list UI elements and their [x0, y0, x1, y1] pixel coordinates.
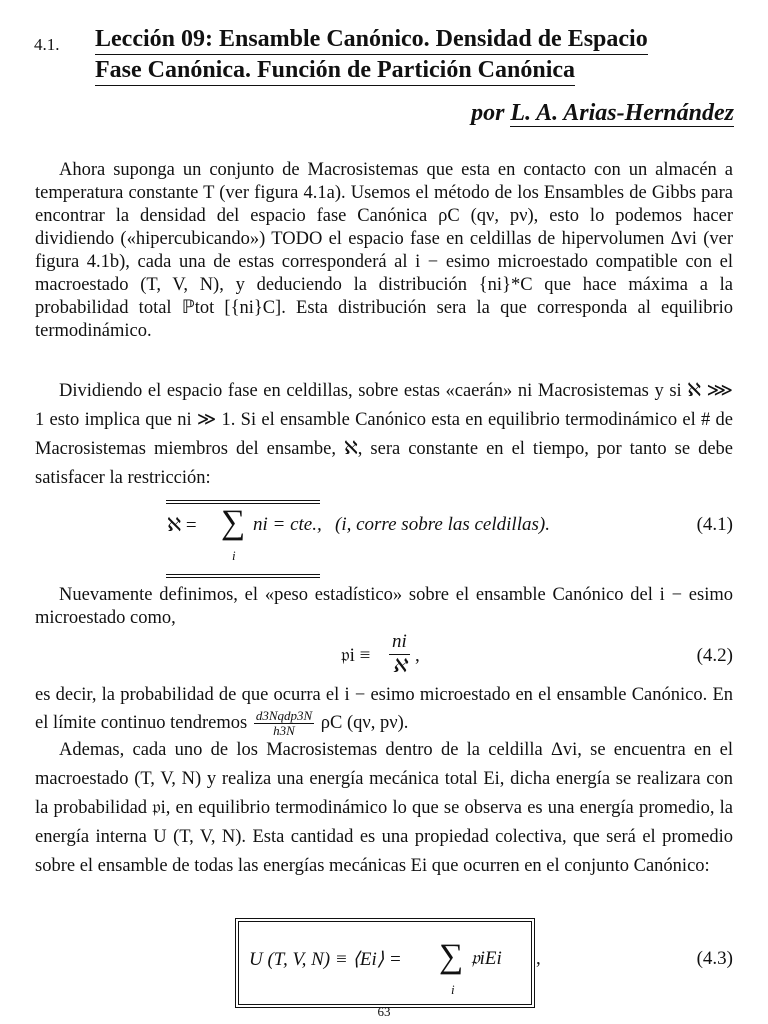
equation-4-3-lhs: U (T, V, N) ≡ ⟨Ei⟩ =	[249, 949, 402, 970]
equation-4-2-lhs: 𝔭i ≡	[341, 645, 371, 666]
phase-volume-numerator: d3Nqdp3N	[255, 708, 313, 723]
section-number: 4.1.	[34, 35, 60, 54]
paragraph-energy: Ademas, cada uno de los Macrosistemas dentro de la celdilla Δvi, se encuentra en el macroestado (T, V, N) y realiza una energía mecánica total Ei, dicha energía se realizara con la probabilidad 𝔭i, en equilibrio termodinámico lo que se observa es una energía promedio, la energía interna U (T, V, N). Esta cantidad es una propiedad colectiva, que será el promedio sobre el ensamble de todas las energías mecánicas Ei que ocurren en el conjunto Canónico:	[35, 740, 733, 876]
equation-4-2-fraction	[389, 630, 410, 679]
equation-4-3	[35, 934, 733, 997]
section-title	[95, 24, 734, 86]
section-heading	[34, 24, 734, 86]
equation-4-3-tail: ,	[536, 948, 541, 969]
equation-4-3-number: (4.3)	[696, 948, 733, 969]
paragraph-intro: Ahora suponga un conjunto de Macrosistemas que esta en contacto con un almacén a temperatura constante T (ver figura 4.1a). Usemos el método de los Ensambles de Gibbs para encontrar la densidad del espacio fase Canónica ρC (qν, pν), esto lo podemos hacer dividiendo («hipercubicando») TODO el espacio fase en celdillas de hipervolumen Δvi (ver figura 4.1b), cada una de estas corresponderá al i − esimo microestado compatible con el macroestado (T, V, N), y deduciendo la distribución {ni}*C que hace máxima a la probabilidad total ℙtot [{ni}C]. Esta distribución sera la que corresponda al equilibrio termodinámico.	[35, 160, 733, 341]
paragraph-restriction: Dividiendo el espacio fase en celdillas, sobre estas «caerán» ni Macrosistemas y si ℵ ⋙ 1 esto implica que ni ≫ 1. Si el ensamble Canónico esta en equilibrio termodinámico el # de Macrosistemas miembros del ensambe, ℵ, sera constante en el tiempo, por tanto se debe satisfacer la restricción:	[35, 381, 733, 488]
paragraph-continuum-end: ρC (qν, pν).	[320, 712, 409, 733]
equation-4-2-tail: ,	[415, 645, 420, 666]
equation-4-1-sum-index: i	[232, 548, 236, 563]
byline-prefix: por	[471, 100, 505, 126]
equation-4-1-rhs: ni = cte.,	[253, 514, 322, 535]
phase-volume-denominator: h3N	[273, 723, 295, 738]
equation-4-3-rhs: 𝔭iEi	[471, 948, 502, 969]
equation-4-3-sum-index: i	[451, 982, 455, 997]
summation-symbol: ∑	[221, 504, 246, 541]
equation-4-2-denominator: ℵ	[392, 656, 407, 677]
equation-4-2-numerator: ni	[389, 630, 410, 655]
equation-4-2	[35, 632, 733, 682]
summation-symbol-2: ∑	[439, 938, 464, 975]
section-title-line1: Lección 09: Ensamble Canónico. Densidad de Espacio	[95, 24, 648, 55]
paragraph-continuum	[35, 682, 733, 738]
equation-4-2-number: (4.2)	[696, 645, 733, 666]
section-title-line2: Fase Canónica. Función de Partición Canónica	[95, 55, 575, 86]
author-byline	[471, 100, 734, 127]
equation-4-1	[35, 504, 733, 563]
author-name: L. A. Arias-Hernández	[510, 100, 734, 126]
page-number: 63	[377, 1004, 391, 1019]
equation-4-1-number: (4.1)	[696, 514, 733, 535]
phase-volume-fraction	[254, 709, 314, 738]
paragraph-weight: Nuevamente definimos, el «peso estadístico» sobre el ensamble Canónico del i − esimo microestado como,	[35, 585, 733, 628]
equation-4-1-note: (i, corre sobre las celdillas).	[335, 514, 550, 535]
paragraph-continuum-text: es decir, la probabilidad de que ocurra el i − esimo microestado en el ensamble Canónico. En el límite continuo tendremos	[35, 685, 733, 733]
equation-4-1-lhs: ℵ =	[167, 515, 197, 536]
